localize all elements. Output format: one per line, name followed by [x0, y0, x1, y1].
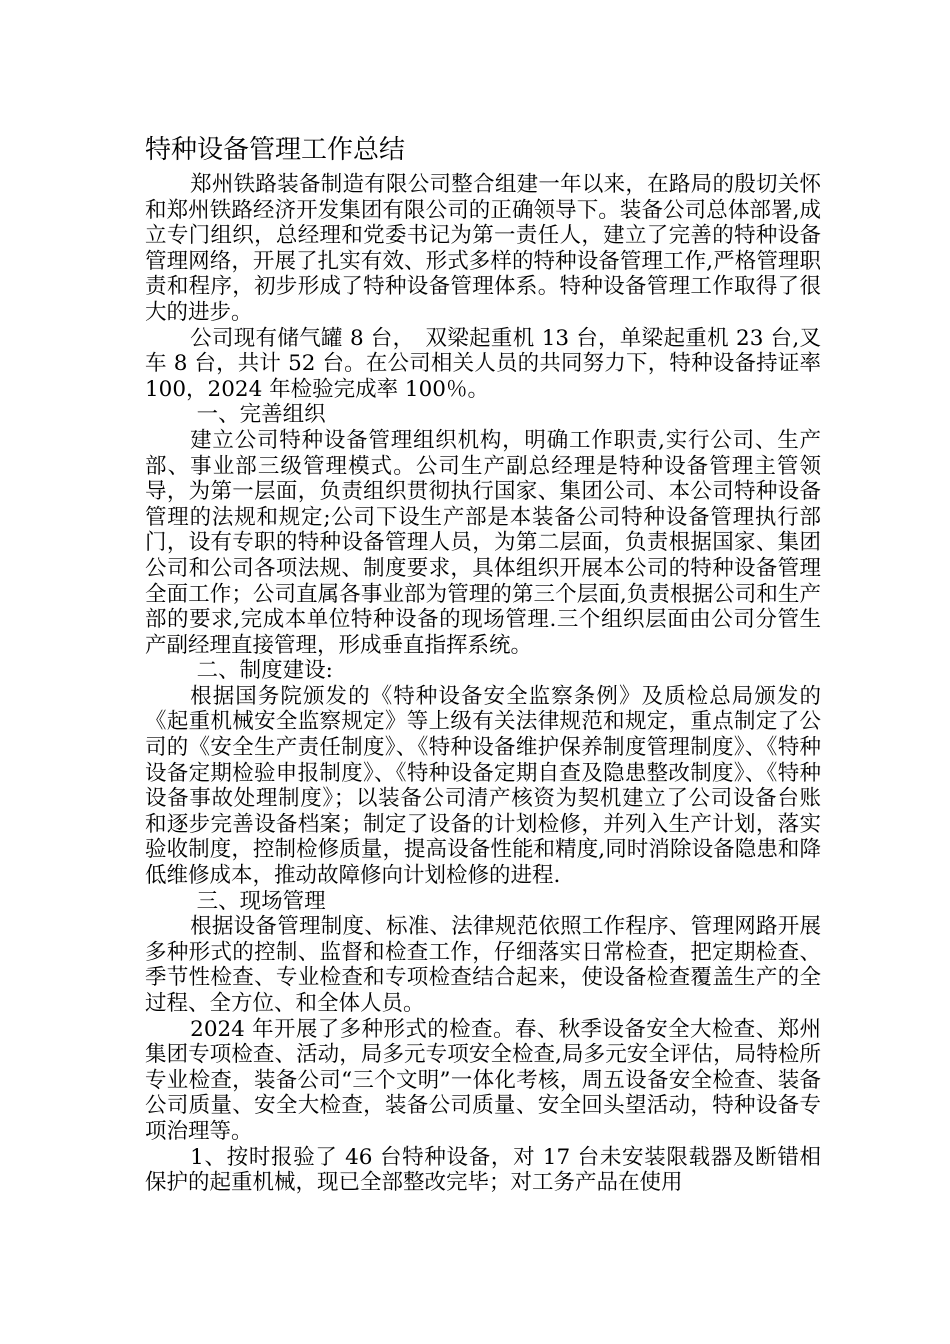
section-heading-organization: 一、完善组织 [196, 402, 326, 428]
paragraph-equipment-count: 公司现有储气罐 8 台， 双梁起重机 13 台，单梁起重机 23 台,叉车 8 台，共计 52 台。在公司相关人员的共同努力下，特种设备持证率 100，2024 年检验完成率 100％。 [145, 325, 821, 402]
document-title: 特种设备管理工作总结 [145, 135, 406, 165]
paragraph-intro: 郑州铁路装备制造有限公司整合组建一年以来，在路局的殷切关怀和郑州铁路经济开发集团有限公司的正确领导下。装备公司总体部署,成立专门组织，总经理和党委书记为第一责任人，建立了完善的特种设备管理网络，开展了扎实有效、形式多样的特种设备管理工作,严格管理职责和程序，初步形成了特种设备管理体系。特种设备管理工作取得了很大的进步。 [145, 172, 821, 325]
paragraph-item-1: 1、按时报验了 46 台特种设备，对 17 台未安装限载器及断错相保护的起重机械，现已全部整改完毕；对工务产品在使用 [145, 1144, 821, 1196]
paragraph-system: 根据国务院颁发的《特种设备安全监察条例》及质检总局颁发的《起重机械安全监察规定》等上级有关法律规范和规定，重点制定了公司的《安全生产责任制度》、《特种设备维护保养制度管理制度》、《特种设备定期检验申报制度》、《特种设备定期自查及隐患整改制度》、《特种设备事故处理制度》；以装备公司清产核资为契机建立了公司设备台账和逐步完善设备档案；制定了设备的计划检修，并列入生产计划，落实验收制度，控制检修质量，提高设备性能和精度,同时消除设备隐患和降低维修成本，推动故障修向计划检修的进程. [145, 683, 821, 889]
section-heading-system: 二、制度建设: [196, 658, 333, 684]
paragraph-organization: 建立公司特种设备管理组织机构，明确工作职责,实行公司、生产部、事业部三级管理模式。公司生产副总经理是特种设备管理主管领导，为第一层面，负责组织贯彻执行国家、集团公司、本公司特种设备管理的法规和规定;公司下设生产部是本装备公司特种设备管理执行部门，设有专职的特种设备管理人员，为第二层面，负责根据国家、集团公司和公司各项法规、制度要求，具体组织开展本公司的特种设备管理全面工作；公司直属各事业部为管理的第三个层面,负责根据公司和生产部的要求,完成本单位特种设备的现场管理.三个组织层面由公司分管生产副经理直接管理，形成垂直指挥系统。 [145, 427, 821, 658]
document-body [145, 172, 821, 1196]
paragraph-inspections-2024: 2024 年开展了多种形式的检查。春、秋季设备安全大检查、郑州集团专项检查、活动，局多元专项安全检查,局多元安全评估，局特检所专业检查，装备公司“三个文明”一体化考核，周五设备安全检查、装备公司质量、安全大检查，装备公司质量、安全回头望活动，特种设备专项治理等。 [145, 1016, 821, 1144]
section-heading-site-management: 三、现场管理 [196, 888, 326, 914]
paragraph-site-management: 根据设备管理制度、标准、法律规范依照工作程序、管理网路开展多种形式的控制、监督和检查工作，仔细落实日常检查，把定期检查、季节性检查、专业检查和专项检查结合起来，使设备检查覆盖生产的全过程、全方位、和全体人员。 [145, 914, 821, 1016]
